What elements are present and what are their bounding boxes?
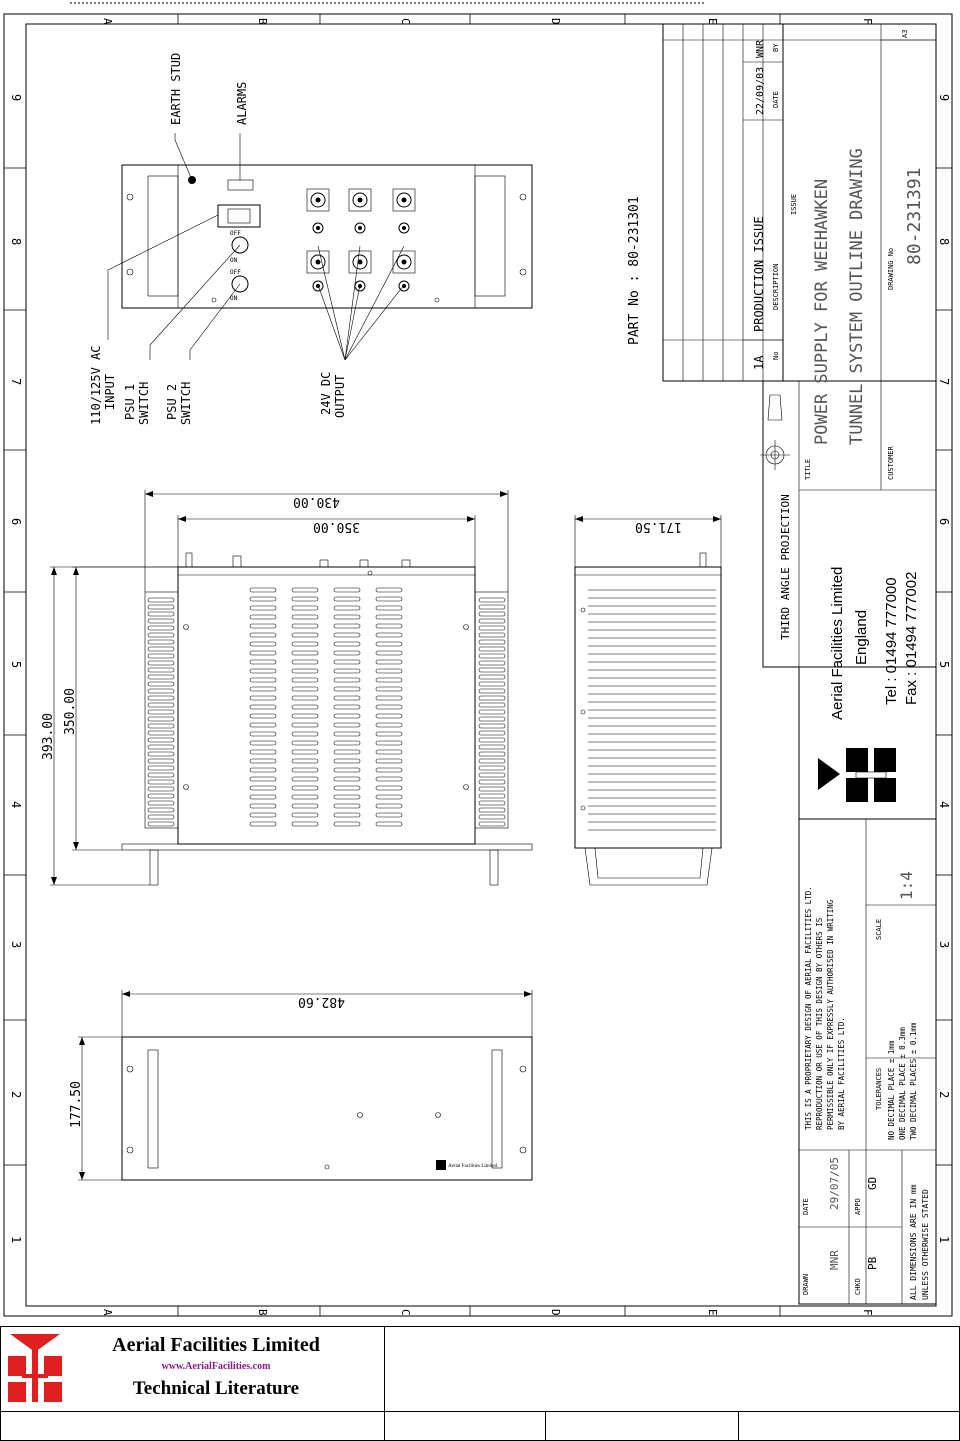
rev-header-issue: ISSUE (790, 193, 798, 215)
sheet-size: A3 (901, 29, 909, 38)
ac-input-label-2: INPUT (103, 373, 117, 410)
psu1-label-2: SWITCH (137, 381, 151, 425)
rev-header-no: No (772, 351, 780, 360)
tolerance-line: TWO DECIMAL PLACES ± 0.1mm (909, 1022, 918, 1140)
units-note-line1: ALL DIMENSIONS ARE IN mm (909, 1184, 918, 1300)
grid-number-8: 8 (9, 238, 23, 246)
footer-url-link[interactable]: www.AerialFacilities.com (161, 1361, 271, 1372)
proprietary-line: THIS IS A PROPRIETARY DESIGN OF AERIAL FACILITIES LTD. (804, 886, 813, 1130)
footer-cell-3 (545, 1411, 739, 1441)
tolerances-list (887, 1022, 918, 1140)
company-name: Aerial Facilities Limited (829, 566, 846, 720)
afl-logo-icon (8, 1334, 62, 1406)
switch2-off-label: OFF (230, 269, 241, 276)
proprietary-notice (804, 886, 846, 1130)
psu2-label-2: SWITCH (179, 381, 193, 425)
proprietary-line: REPRODUCTION OR USE OF THIS DESIGN BY OTHERS IS (815, 917, 824, 1130)
grid-number-4: 4 (937, 801, 951, 809)
chkd-label: CHKD (854, 1278, 862, 1295)
drawing-title-line2: TUNNEL SYSTEM OUTLINE DRAWING (847, 148, 867, 445)
grid-number-3: 3 (937, 941, 951, 949)
top-view (122, 553, 532, 885)
earth-stud-label: EARTH STUD (169, 52, 183, 125)
rev-description: PRODUCTION ISSUE (752, 216, 766, 332)
dim-rack-width: 482.60 (298, 994, 345, 1009)
heatsink-fins (148, 598, 505, 826)
switch1-on-label: ON (230, 257, 238, 264)
footer-cell-4 (738, 1411, 960, 1441)
scale-label: SCALE (875, 918, 883, 940)
tolerance-line: NO DECIMAL PLACE ± 1mm (887, 1040, 896, 1140)
tolerance-line: ONE DECIMAL PLACE ± 0.3mm (898, 1027, 907, 1140)
dc-output-connectors (307, 189, 415, 291)
grid-number-9: 9 (9, 94, 23, 102)
appd-label: APPD (854, 1198, 862, 1215)
switch2-on-label: ON (230, 295, 238, 302)
grid-letter-B: B (256, 1309, 269, 1316)
grid-number-9: 9 (937, 94, 951, 102)
grid-letter-E: E (706, 18, 719, 25)
rev-header-by: BY (772, 43, 780, 52)
psu2-label-1: PSU 2 (165, 383, 179, 420)
drawing-number: 80-231391 (904, 167, 925, 265)
grid-number-1: 1 (9, 1236, 23, 1244)
grid-number-1: 1 (937, 1236, 951, 1244)
rev-header-date: DATE (772, 91, 780, 108)
grid-number-7: 7 (937, 378, 951, 386)
grid-number-5: 5 (937, 661, 951, 669)
grid-number-6: 6 (9, 518, 23, 526)
grid-letter-F: F (861, 18, 874, 25)
grid-letter-A: A (101, 18, 114, 25)
dim-height: 171.50 (635, 519, 682, 534)
dim-width-overall: 430.00 (293, 494, 340, 509)
footer-subtitle: Technical Literature (132, 1378, 300, 1399)
grid-letter-A: A (101, 1309, 114, 1316)
grid-number-5: 5 (9, 661, 23, 669)
footer-brand (86, 1334, 346, 1400)
dc-output-label-2: OUTPUT (333, 374, 347, 418)
proprietary-line: PERMISSIBLE ONLY IF EXPRESSLY AUTHORISED IN WRITING (826, 899, 835, 1130)
grid-letter-C: C (399, 1309, 412, 1316)
side-heatsink-fins (588, 590, 716, 830)
drawing-title-line1: POWER SUPPLY FOR WEEHAWKEN (812, 178, 832, 445)
footer-cell-2 (384, 1411, 546, 1441)
rev-by: WNR (755, 39, 766, 58)
company-fax: Fax : 01494 777002 (903, 571, 920, 705)
customer-label: CUSTOMER (887, 446, 895, 480)
grid-letter-B: B (256, 18, 269, 25)
rear-logo-text: Aerial Facilities Limited (448, 1164, 498, 1169)
rear-view (78, 990, 532, 1180)
drawing-no-label: DRAWING No (887, 247, 895, 290)
company-logo-icon (818, 748, 896, 802)
alarms-connector (228, 180, 253, 190)
dc-output-label-1: 24V DC (319, 371, 333, 415)
proprietary-line: BY AERIAL FACILITIES LTD. (837, 1017, 846, 1130)
date-label: DATE (802, 1198, 810, 1215)
drawn-value: MNR (828, 1250, 841, 1270)
grid-number-4: 4 (9, 801, 23, 809)
grid-number-2: 2 (937, 1091, 951, 1099)
grid-letter-C: C (399, 18, 412, 25)
chkd-value: PB (866, 1256, 879, 1270)
ac-inlet-icon (218, 205, 260, 227)
tolerances-label: TOLERANCES (875, 1067, 883, 1110)
date-value: 29/07/05 (828, 1157, 841, 1210)
grid-letter-D: D (549, 1309, 562, 1316)
appd-value: GD (866, 1176, 879, 1190)
grid-number-8: 8 (937, 238, 951, 246)
grid-number-3: 3 (9, 941, 23, 949)
switch1-off-label: OFF (230, 230, 241, 237)
vent-slots (250, 588, 402, 826)
dim-depth-overall: 393.00 (41, 713, 56, 760)
psu1-label-1: PSU 1 (123, 383, 137, 420)
projection-label: THIRD ANGLE PROJECTION (779, 494, 792, 640)
rear-logo-icon (436, 1160, 446, 1170)
grid-letter-E: E (706, 1309, 719, 1316)
footer-cell-1 (0, 1411, 385, 1441)
footer-title-cell (384, 1326, 960, 1412)
rev-header-description: DESCRIPTION (772, 263, 780, 310)
scale-value: 1:4 (897, 871, 916, 900)
drawn-label: DRAWN (802, 1273, 810, 1295)
company-tel: Tel : 01494 777000 (883, 577, 900, 705)
ac-input-label-1: 110/125V AC (89, 345, 103, 425)
grid-letter-D: D (549, 18, 562, 25)
footer-company-name: Aerial Facilities Limited (112, 1334, 320, 1356)
dim-width-body: 350.00 (313, 519, 360, 534)
part-number: PART No : 80-231301 (627, 196, 642, 345)
front-panel-view (108, 133, 532, 360)
dim-rack-height: 177.50 (69, 1081, 84, 1128)
dim-depth-body: 350.00 (63, 688, 78, 735)
units-note-line2: UNLESS OTHERWISE STATED (921, 1189, 930, 1300)
title-label: TITLE (804, 458, 812, 480)
grid-number-7: 7 (9, 378, 23, 386)
company-country: England (853, 609, 870, 665)
rev-date: 22/09/03 (755, 66, 766, 115)
grid-number-2: 2 (9, 1091, 23, 1099)
grid-letter-F: F (861, 1309, 874, 1316)
rev-no: 1A (752, 355, 766, 370)
alarms-label: ALARMS (235, 81, 249, 125)
top-view-dimensions (50, 490, 508, 885)
side-view (575, 515, 721, 885)
grid-number-6: 6 (937, 518, 951, 526)
